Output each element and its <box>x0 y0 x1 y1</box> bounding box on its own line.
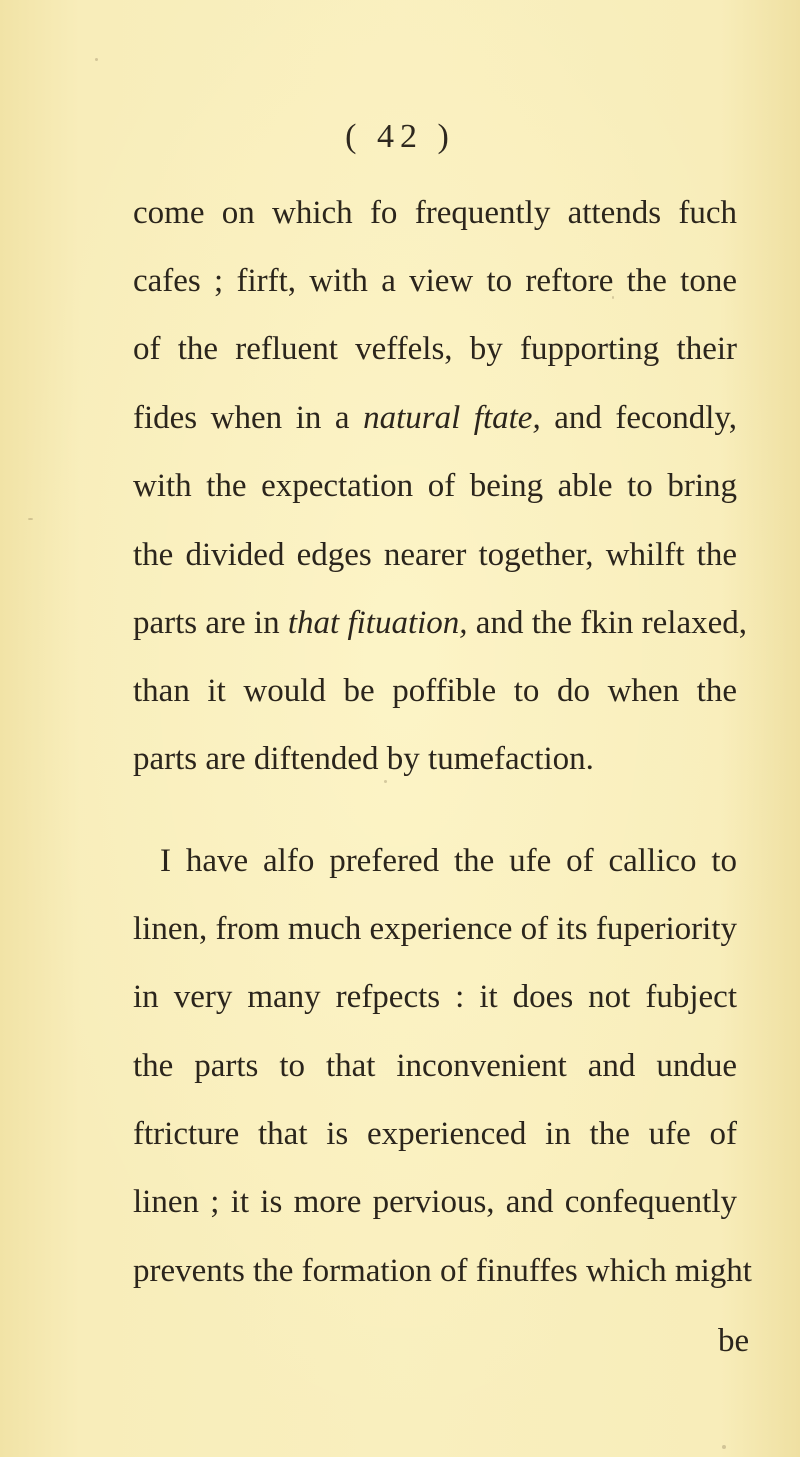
text-line: linen, from much experience of its fuperiority <box>133 911 737 947</box>
paper-speck <box>384 780 387 783</box>
text-line: the divided edges nearer together, whilft the <box>133 537 737 573</box>
text-line: I have alfo prefered the ufe of callico to <box>160 843 737 879</box>
text-line: than it would be poffible to do when the <box>133 673 737 709</box>
text-line: come on which fo frequently attends fuch <box>133 195 737 231</box>
text-run: and fecondly, <box>540 400 737 436</box>
text-line <box>133 603 748 643</box>
paper-speck <box>612 296 614 299</box>
text-line: the parts to that inconvenient and undue <box>133 1048 737 1084</box>
text-line: prevents the formation of finuffes which might <box>133 1253 752 1289</box>
text-line: of the refluent veffels, by fupporting their <box>133 331 737 367</box>
text-run: fides when in a <box>133 400 364 436</box>
text-line: parts are diftended by tumefaction. <box>133 741 594 777</box>
paper-speck <box>28 518 33 520</box>
text-line: cafes ; firft, with a view to reftore the tone <box>133 263 737 299</box>
italic-phrase: natural ftate, <box>363 400 541 436</box>
text-line <box>133 398 737 438</box>
text-line: linen ; it is more pervious, and confequently <box>133 1184 737 1220</box>
catchword: be <box>718 1323 750 1359</box>
page-number: ( 42 ) <box>345 118 455 155</box>
italic-phrase: that fituation, <box>287 605 468 641</box>
paper-speck <box>722 1445 726 1449</box>
text-line: with the expectation of being able to bring <box>133 468 737 504</box>
text-run: and the fkin relaxed, <box>467 605 748 641</box>
text-line: ftricture that is experienced in the ufe of <box>133 1116 737 1152</box>
paper-speck <box>95 58 98 61</box>
text-line: in very many refpects : it does not fubject <box>133 979 737 1015</box>
text-run: parts are in <box>133 605 288 641</box>
